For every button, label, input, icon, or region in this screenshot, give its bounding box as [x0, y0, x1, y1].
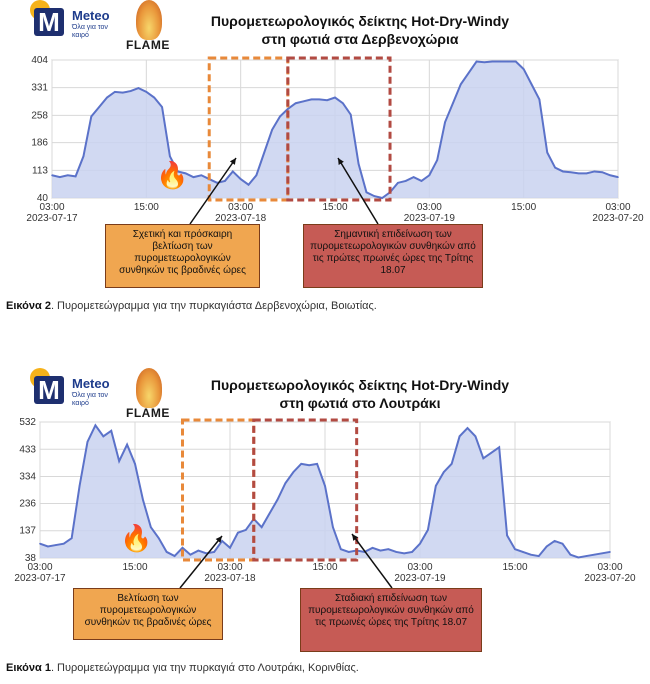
- y-tick-label: 258: [31, 110, 48, 122]
- x-tick-label: 15:00: [511, 202, 537, 213]
- data-point: [452, 102, 454, 104]
- data-point: [562, 171, 564, 173]
- data-point: [221, 540, 223, 542]
- data-point: [174, 555, 176, 557]
- data-point: [491, 61, 493, 63]
- data-point: [609, 551, 611, 553]
- data-point: [514, 548, 516, 550]
- data-point: [55, 544, 57, 546]
- data-point: [427, 529, 429, 531]
- data-point: [332, 526, 334, 528]
- data-point: [585, 555, 587, 557]
- data-point: [285, 482, 287, 484]
- data-point: [122, 92, 124, 94]
- data-point: [75, 176, 77, 178]
- caption-label: Εικόνα 1: [6, 662, 51, 674]
- data-point: [350, 114, 352, 116]
- data-point: [421, 180, 423, 182]
- data-point: [169, 155, 171, 157]
- x-tick-label: 2023-07-19: [394, 573, 446, 584]
- data-point: [237, 532, 239, 534]
- data-point: [248, 184, 250, 186]
- x-tick-label: 15:00: [133, 202, 159, 213]
- data-point: [103, 436, 105, 438]
- flame-brand-name: FLAME: [126, 38, 170, 52]
- y-tick-label: 186: [31, 137, 48, 149]
- caption-text: . Πυρομετεώγραμμα για την πυρκαγιά στο Λουτράκι, Κορινθίας.: [50, 662, 359, 674]
- fire-icon: 🔥: [120, 523, 153, 553]
- data-point: [586, 173, 588, 175]
- data-point: [459, 436, 461, 438]
- data-point: [106, 97, 108, 99]
- figure-caption: [6, 300, 377, 312]
- data-point: [240, 178, 242, 180]
- data-point: [403, 553, 405, 555]
- data-point: [67, 174, 69, 176]
- data-point: [161, 106, 163, 108]
- data-point: [374, 195, 376, 197]
- data-point: [134, 463, 136, 465]
- figure-caption: [6, 662, 359, 674]
- x-tick-label: 03:00: [217, 562, 243, 573]
- y-tick-label: 137: [19, 525, 36, 537]
- data-point: [570, 554, 572, 556]
- flame-brand-name: FLAME: [126, 406, 170, 420]
- data-point: [39, 543, 41, 545]
- data-point: [146, 91, 148, 93]
- y-tick-label: 236: [19, 498, 36, 510]
- data-point: [318, 99, 320, 101]
- x-tick-label: 03:00: [597, 562, 623, 573]
- y-tick-label: 334: [19, 471, 36, 483]
- data-point: [311, 99, 313, 101]
- data-point: [475, 436, 477, 438]
- data-point: [499, 61, 501, 63]
- data-point: [98, 106, 100, 108]
- data-point: [256, 174, 258, 176]
- x-tick-label: 2023-07-20: [584, 573, 636, 584]
- data-point: [601, 171, 603, 173]
- data-point: [95, 425, 97, 427]
- data-point: [515, 61, 517, 63]
- chart-title-line-2: στη φωτιά στο Λουτράκι: [279, 395, 441, 411]
- data-point: [601, 553, 603, 555]
- meteo-m-logo: M: [34, 376, 64, 404]
- data-point: [126, 444, 128, 446]
- data-point: [263, 152, 265, 154]
- callout-deterioration: Σταδιακή επιδείνωση των πυρομετεωρολογικών συνθηκών από τις πρωινές ώρες της Τρίτης 18.07: [300, 588, 482, 652]
- hdw-chart-dervenochoria: [0, 0, 650, 230]
- data-point: [326, 99, 328, 101]
- data-point: [47, 546, 49, 548]
- hdw-chart-loutraki: [0, 368, 650, 598]
- callout-improvement: Βελτίωση των πυρομετεωρολογικών συνθηκών τις βραδινές ώρες: [73, 588, 223, 640]
- data-point: [484, 61, 486, 63]
- x-tick-label: 03:00: [407, 562, 433, 573]
- x-tick-label: 2023-07-18: [204, 573, 256, 584]
- data-point: [142, 499, 144, 501]
- data-point: [201, 174, 203, 176]
- data-point: [118, 460, 120, 462]
- data-point: [490, 452, 492, 454]
- data-point: [531, 83, 533, 85]
- x-tick-label: 03:00: [39, 202, 65, 213]
- data-point: [213, 551, 215, 553]
- y-tick-label: 404: [31, 55, 48, 66]
- data-point: [295, 102, 297, 104]
- meteo-tagline: Όλα για τον καιρό: [72, 392, 108, 407]
- x-tick-label: 2023-07-18: [215, 213, 267, 224]
- y-tick-label: 40: [36, 193, 48, 204]
- data-point: [443, 471, 445, 473]
- data-point: [277, 499, 279, 501]
- data-point: [348, 551, 350, 553]
- data-point: [110, 430, 112, 432]
- data-point: [578, 557, 580, 559]
- data-point: [593, 554, 595, 556]
- meteo-m-logo: M: [34, 8, 64, 36]
- data-point: [158, 537, 160, 539]
- x-tick-label: 15:00: [312, 562, 338, 573]
- data-point: [91, 116, 93, 118]
- data-point: [388, 548, 390, 550]
- data-point: [483, 458, 485, 460]
- data-point: [198, 550, 200, 552]
- data-point: [476, 61, 478, 63]
- data-point: [269, 513, 271, 515]
- data-point: [372, 547, 374, 549]
- data-point: [522, 551, 524, 553]
- data-point: [539, 99, 541, 101]
- y-tick-label: 38: [24, 553, 36, 564]
- x-tick-label: 2023-07-17: [26, 213, 78, 224]
- data-point: [114, 91, 116, 93]
- caption-text: . Πυρομετεώγραμμα για την πυρκαγιάστα Δερβενοχώρια, Βοιωτίας.: [50, 300, 377, 312]
- data-point: [340, 548, 342, 550]
- data-point: [51, 174, 53, 176]
- data-point: [411, 551, 413, 553]
- x-tick-label: 2023-07-17: [14, 573, 66, 584]
- data-point: [153, 97, 155, 99]
- meteo-brand-name: Meteo: [72, 8, 110, 23]
- data-point: [468, 72, 470, 74]
- data-point: [279, 116, 281, 118]
- data-point: [546, 546, 548, 548]
- chart-title-line-1: Πυρομετεωρολογικός δείκτης Hot-Dry-Windy: [210, 377, 510, 393]
- data-point: [87, 441, 89, 443]
- data-point: [358, 163, 360, 165]
- data-point: [380, 550, 382, 552]
- data-point: [79, 485, 81, 487]
- data-point: [435, 485, 437, 487]
- x-tick-label: 15:00: [322, 202, 348, 213]
- data-point: [381, 197, 383, 199]
- x-tick-label: 2023-07-20: [592, 213, 644, 224]
- x-tick-label: 03:00: [27, 562, 53, 573]
- data-point: [224, 180, 226, 182]
- data-point: [229, 547, 231, 549]
- y-tick-label: 532: [19, 417, 36, 428]
- data-point: [300, 463, 302, 465]
- data-point: [498, 447, 500, 449]
- data-point: [594, 171, 596, 173]
- data-point: [334, 97, 336, 99]
- data-point: [405, 180, 407, 182]
- data-point: [245, 529, 247, 531]
- chart-title-line-1: Πυρομετεωρολογικός δείκτης Hot-Dry-Windy: [210, 13, 510, 29]
- data-point: [506, 535, 508, 537]
- data-point: [59, 176, 61, 178]
- figure-panel-top: [0, 0, 650, 325]
- data-point: [83, 155, 85, 157]
- data-point: [554, 167, 556, 169]
- data-point: [342, 102, 344, 104]
- data-point: [554, 540, 556, 542]
- data-point: [570, 171, 572, 173]
- data-point: [193, 176, 195, 178]
- data-point: [436, 159, 438, 161]
- data-point: [413, 176, 415, 178]
- data-point: [451, 463, 453, 465]
- data-point: [71, 537, 73, 539]
- caption-label: Εικόνα 2: [6, 300, 51, 312]
- x-tick-label: 15:00: [122, 562, 148, 573]
- callout-deterioration: Σημαντική επιδείνωση των πυρομετεωρολογικών συνθηκών από τις πρώτες πρωινές ώρες της Τρίτης 18.07: [303, 224, 483, 288]
- x-tick-label: 03:00: [416, 202, 442, 213]
- data-point: [261, 526, 263, 528]
- data-point: [460, 83, 462, 85]
- data-point: [138, 87, 140, 89]
- data-point: [324, 485, 326, 487]
- y-tick-label: 433: [19, 444, 36, 456]
- y-tick-label: 113: [32, 165, 48, 177]
- data-point: [63, 543, 65, 545]
- meteo-tagline: Όλα για τον καιρό: [72, 24, 108, 39]
- data-point: [617, 176, 619, 178]
- data-point: [287, 108, 289, 110]
- data-point: [419, 543, 421, 545]
- data-point: [578, 173, 580, 175]
- data-point: [316, 463, 318, 465]
- data-point: [523, 68, 525, 70]
- chart-title-line-2: στη φωτιά στα Δερβενοχώρια: [261, 31, 459, 47]
- data-point: [530, 554, 532, 556]
- data-point: [538, 555, 540, 557]
- x-tick-label: 03:00: [228, 202, 254, 213]
- y-tick-label: 331: [31, 82, 48, 94]
- x-tick-label: 15:00: [502, 562, 528, 573]
- data-point: [166, 551, 168, 553]
- data-point: [182, 547, 184, 549]
- data-point: [609, 174, 611, 176]
- data-point: [232, 171, 234, 173]
- data-point: [293, 471, 295, 473]
- data-point: [130, 90, 132, 92]
- data-point: [429, 174, 431, 176]
- data-point: [190, 554, 192, 556]
- data-point: [507, 61, 509, 63]
- data-point: [546, 152, 548, 154]
- data-point: [308, 464, 310, 466]
- fire-icon: 🔥: [156, 160, 189, 190]
- data-point: [397, 182, 399, 184]
- data-point: [366, 192, 368, 194]
- data-point: [562, 543, 564, 545]
- data-point: [467, 427, 469, 429]
- meteo-brand-name: Meteo: [72, 376, 110, 391]
- data-point: [271, 129, 273, 131]
- data-point: [303, 101, 305, 103]
- x-tick-label: 2023-07-19: [403, 213, 455, 224]
- callout-improvement: Σχετική και πρόσκαιρη βελτίωση των πυρομετεωρολογικών συνθηκών τις βραδινές ώρες: [105, 224, 260, 288]
- x-tick-label: 03:00: [605, 202, 631, 213]
- data-point: [395, 551, 397, 553]
- data-point: [444, 121, 446, 123]
- figure-panel-bottom: [0, 368, 650, 684]
